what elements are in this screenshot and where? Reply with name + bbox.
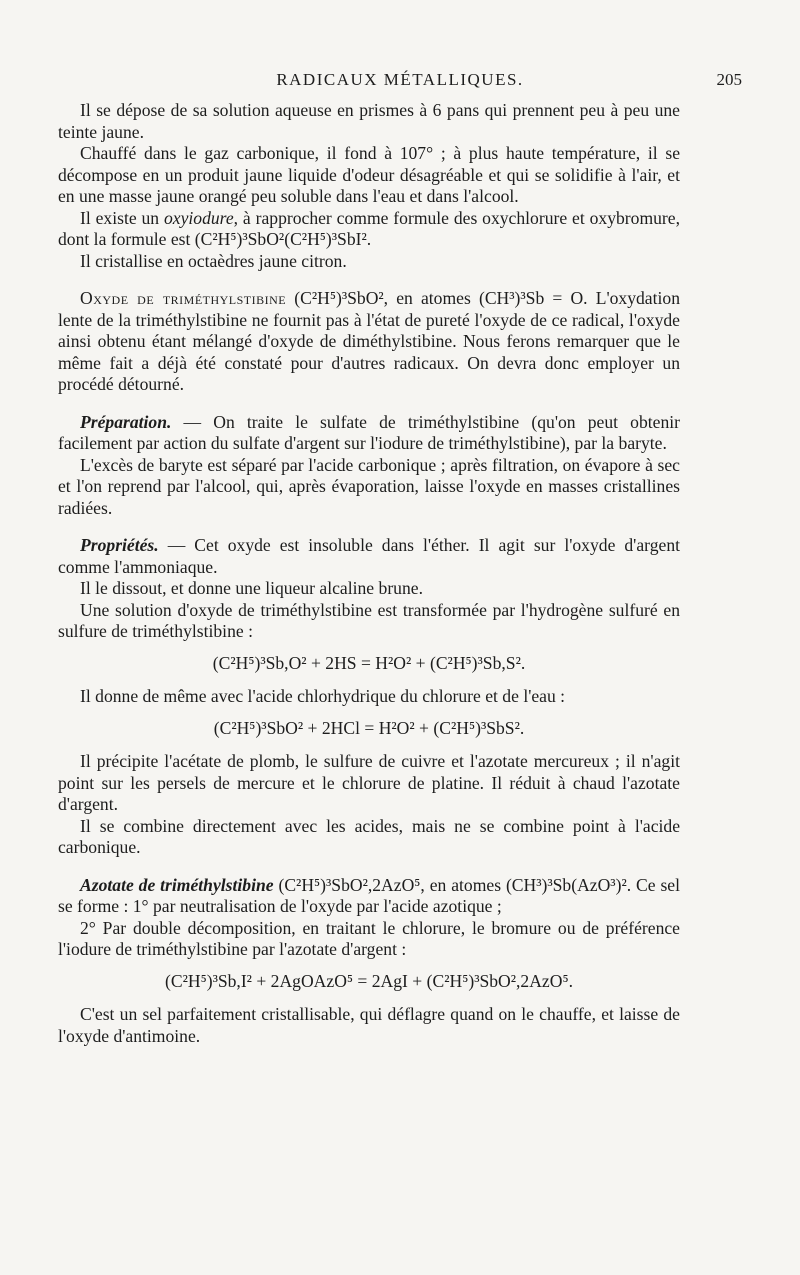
paragraph: Il le dissout, et donne une liqueur alcaline brune. (80, 578, 423, 598)
italic-term: oxyiodure (163, 207, 234, 228)
section-label: Oxyde de triméthylstibine (80, 288, 287, 308)
preparation-paragraph: Préparation. — On traite le sulfate de triméthylstibine (qu'on peut obtenir facilement par action du sulfate d'argent sur l'iodure de triméthylstibine), par la baryte. (58, 411, 680, 453)
formula: (C²H⁵)³Sb,I² + 2AgOAzO⁵ = 2AgI + (C²H⁵)³SbO²,2AzO⁵. (165, 970, 573, 991)
section-label: Préparation. (80, 411, 172, 432)
paragraph: Une solution d'oxyde de triméthylstibine est transformée par l'hydrogène sulfuré en sulfure de triméthylstibine : (58, 599, 680, 641)
proprietes-paragraph: Propriétés. — Cet oxyde est insoluble dans l'éther. Il agit sur l'oxyde d'argent comme l'ammoniaque. (58, 535, 680, 577)
paragraph: Chauffé dans le gaz carbonique, il fond à 107° ; à plus haute température, il se décompose en un produit jaune liquide d'odeur désagréable et qui se solidifie à l'air, et en une masse jaune orangé peu soluble dans l'eau et dans l'alcool. (58, 143, 680, 206)
page-number: 205 (716, 70, 742, 89)
paragraph: Il cristallise en octaèdres jaune citron. (80, 250, 347, 271)
page-header (58, 70, 742, 96)
paragraph: Il se dépose de sa solution aqueuse en prismes à 6 pans qui prennent peu à peu une teinte jaune. (58, 100, 680, 142)
paragraph: Il se combine directement avec les acides, mais ne se combine point à l'acide carbonique. (58, 815, 680, 857)
paragraph: 2° Par double décomposition, en traitant le chlorure, le bromure ou de préférence l'iodure de triméthylstibine par l'azotate d'argent : (58, 917, 680, 959)
paragraph: Il donne de même avec l'acide chlorhydrique du chlorure et de l'eau : (80, 686, 566, 706)
running-title: RADICAUX MÉTALLIQUES. (276, 70, 524, 89)
formula: (C²H⁵)³Sb,O² + 2HS = H²O² + (C²H⁵)³Sb,S². (212, 652, 526, 673)
paragraph: Il précipite l'acétate de plomb, le sulfure de cuivre et l'azotate mercureux ; il n'agit point sur les persels de mercure et le chlorure de platine. Il réduit à chaud l'azotate d'argent. (58, 751, 680, 814)
azotate-paragraph: Azotate de triméthylstibine (C²H⁵)³SbO²,2AzO⁵, en atomes (CH³)³Sb(AzO³)². Ce sel se forme : 1° par neutralisation de l'oxyde par l'acide azotique ; (58, 874, 680, 916)
formula: (C²H⁵)³SbO² + 2HCl = H²O² + (C²H⁵)³SbS². (213, 717, 525, 738)
paragraph: L'excès de baryte est séparé par l'acide carbonique ; après filtration, on évapore à sec et l'on reprend par l'alcool, qui, après évaporation, laisse l'oxyde en masses cristallines radiées. (58, 454, 680, 518)
paragraph: Il existe un oxyiodure, à rapprocher comme formule des oxychlorure et oxybromure, dont la formule est (C²H⁵)³SbO²(C²H⁵)³SbI². (58, 207, 680, 249)
section-label: Azotate de triméthylstibine (80, 874, 274, 895)
page-body (58, 100, 680, 1047)
paragraph: C'est un sel parfaitement cristallisable, qui déflagre quand on le chauffe, et laisse de l'oxyde d'antimoine. (58, 1004, 680, 1046)
section-label: Propriétés. (80, 535, 159, 555)
oxyde-paragraph: Oxyde de triméthylstibine (C²H⁵)³SbO², en atomes (CH³)³Sb = O. L'oxydation lente de la triméthylstibine ne fournit pas à l'état de pureté l'oxyde de ce radical, l'oxyde ainsi obtenu étant mélangé d'oxyde de diméthylstibine. Nous ferons remarquer que le même fait a déjà été constaté pour d'autres radicaux. On devra donc employer un procédé détourné. (58, 288, 680, 394)
